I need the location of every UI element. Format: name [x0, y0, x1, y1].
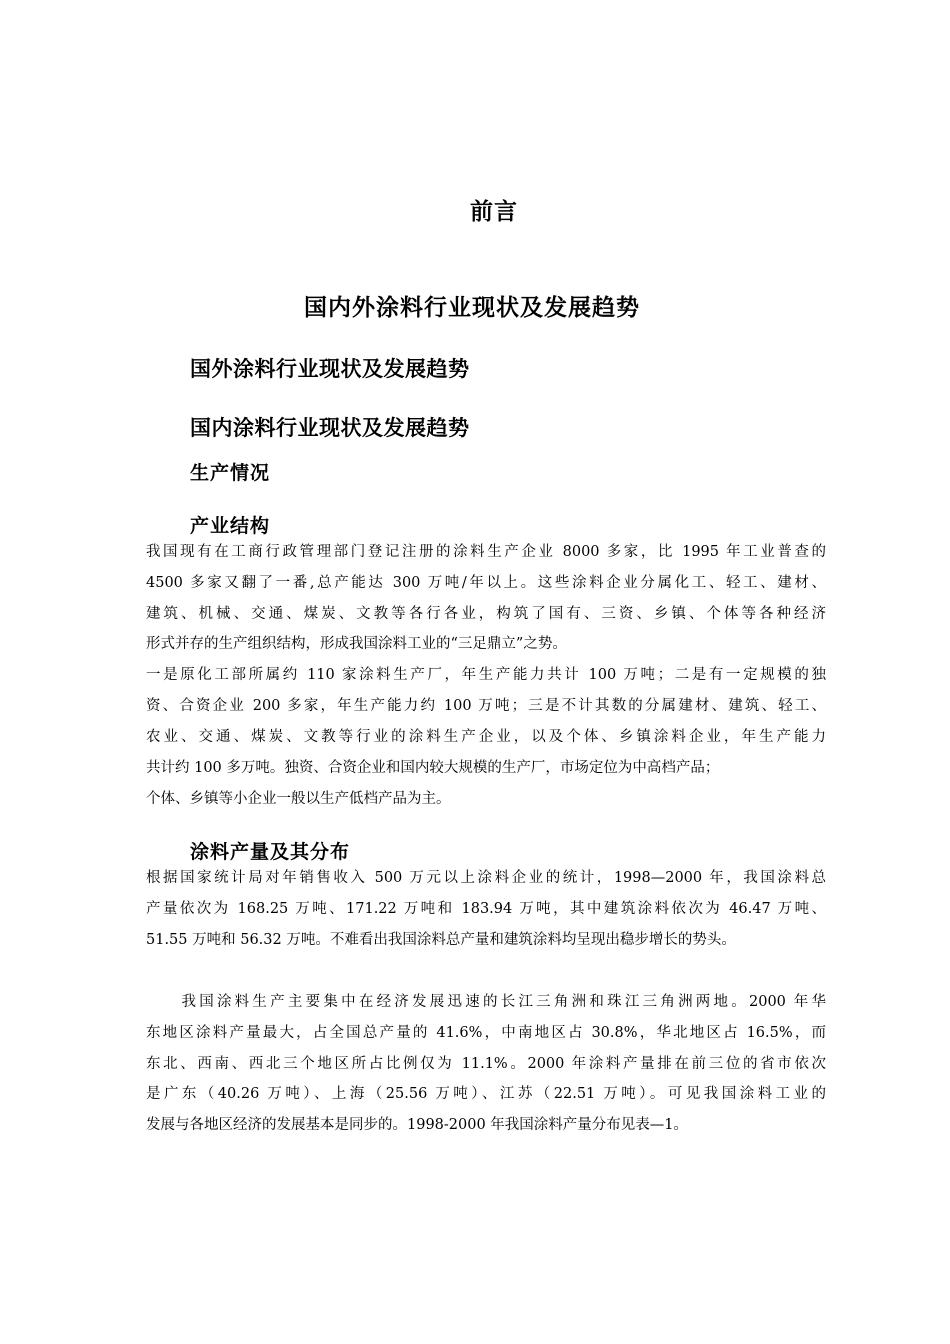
paragraph-line: 农业、交通、煤炭、文教等行业的涂料生产企业，以及个体、乡镇涂料企业，年生产能力	[146, 729, 826, 745]
preface-title: 前言	[470, 199, 518, 225]
paragraph-line: 发展与各地区经济的发展基本是同步的。1998-2000 年我国涂料产量分布见表—1。	[146, 1117, 689, 1133]
paragraph-line: 是广东（40.26 万吨）、上海（25.56 万吨）、江苏（22.51 万吨）。可见我国涂料工业的	[146, 1086, 826, 1102]
paragraph-line: 根据国家统计局对年销售收入 500 万元以上涂料企业的统计，1998—2000 年，我国涂料总	[146, 870, 826, 886]
paragraph-line: 个体、乡镇等小企业一般以生产低档产品为主。	[146, 791, 451, 807]
paragraph-line: 共计约 100 多万吨。独资、合资企业和国内较大规模的生产厂，市场定位为中高档产品；	[146, 760, 720, 776]
chapter-title: 国内外涂料行业现状及发展趋势	[304, 295, 640, 321]
paragraph-line: 4500 多家又翻了一番,总产能达 300 万吨/年以上。这些涂料企业分属化工、轻工、建材、	[146, 575, 826, 591]
subsection-title-production: 生产情况	[190, 462, 271, 484]
paragraph-line: 我国现有在工商行政管理部门登记注册的涂料生产企业 8000 多家，比 1995 年工业普查的	[146, 544, 826, 560]
section-title-domestic: 国内涂料行业现状及发展趋势	[190, 416, 470, 440]
subsection-title-output: 涂料产量及其分布	[190, 841, 351, 863]
section-title-foreign: 国外涂料行业现状及发展趋势	[190, 357, 470, 381]
paragraph-line: 51.55 万吨和 56.32 万吨。不难看出我国涂料总产量和建筑涂料均呈现出稳步增长的势头。	[146, 932, 736, 948]
paragraph-line: 一是原化工部所属约 110 家涂料生产厂，年生产能力共计 100 万吨；二是有一定规模的独	[146, 667, 826, 683]
paragraph-line: 形式并存的生产组织结构，形成我国涂料工业的“三足鼎立”之势。	[146, 636, 567, 652]
paragraph-line: 我国涂料生产主要集中在经济发展迅速的长江三角洲和珠江三角洲两地。2000 年华	[146, 994, 826, 1010]
paragraph-line: 资、合资企业 200 多家，年生产能力约 100 万吨；三是不计其数的分属建材、建筑、轻工、	[146, 698, 826, 714]
paragraph-line: 东北、西南、西北三个地区所占比例仅为 11.1%。2000 年涂料产量排在前三位的省市依次	[146, 1056, 826, 1072]
subsection-title-structure: 产业结构	[190, 515, 271, 537]
paragraph-line: 建筑、机械、交通、煤炭、文教等各行各业，构筑了国有、三资、乡镇、个体等各种经济	[146, 606, 826, 622]
paragraph-line: 东地区涂料产量最大，占全国总产量的 41.6%，中南地区占 30.8%，华北地区占 16.5%，而	[146, 1025, 826, 1041]
paragraph-line: 产量依次为 168.25 万吨、171.22 万吨和 183.94 万吨，其中建筑涂料依次为 46.47 万吨、	[146, 901, 826, 917]
